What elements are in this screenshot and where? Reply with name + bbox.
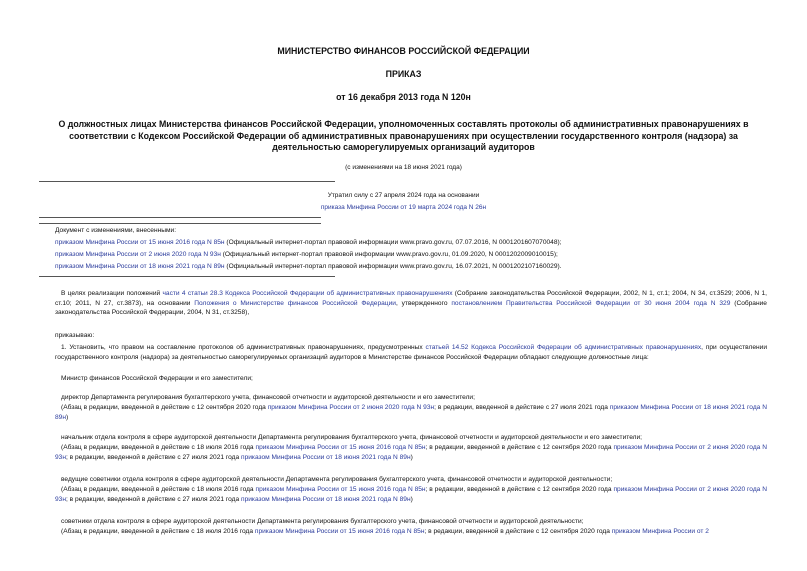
change-source: (Официальный интернет-портал правовой информации www.pravo.gov.ru, 16.07.2021, N 0001202107160029). (224, 263, 562, 270)
official-advisers: советники отдела контроля в сфере аудиторской деятельности Департамента регулирования бухгалтерского учета, финансовой отчетности и аудиторской деятельности; (61, 518, 584, 525)
note-text: ) (410, 453, 413, 461)
change-source: (Официальный интернет-портал правовой информации www.pravo.gov.ru, 07.07.2016, N 0001201607070048); (224, 239, 562, 246)
change-source: (Официальный интернет-портал правовой информации www.pravo.gov.ru, 01.09.2020, N 0001202009010015); (220, 251, 558, 258)
changes-item (55, 250, 558, 259)
note-text: (Абзац в редакции, введенной в действие с 18 июля 2016 года (61, 486, 256, 493)
official-department-head: начальник отдела контроля в сфере аудиторской деятельности Департамента регулирования бухгалтерского учета, финансовой отчетности и аудиторской деятельности и его заместители; (61, 434, 643, 441)
amendment-link[interactable]: приказом Минфина России от 2 июня 2020 года N 93н (55, 444, 767, 461)
document-title (0, 119, 807, 154)
ministry-heading: МИНИСТЕРСТВО ФИНАНСОВ РОССИЙСКОЙ ФЕДЕРАЦИИ (277, 46, 530, 56)
note-text: ) (65, 413, 69, 421)
changes-heading: Документ с изменениями, внесенными: (55, 227, 177, 234)
changes-item (55, 238, 562, 247)
note-text: (Абзац в редакции, введенной в действие с 18 июля 2016 года (61, 444, 256, 451)
title-line: О должностных лицах Министерства финансов Российской Федерации, уполномоченных составлять протоколы об административных правонарушениях в (58, 119, 749, 129)
doc-type-heading: ПРИКАЗ (385, 69, 422, 79)
note-text: ; в редакции, введенной в действие с 27 июля 2021 года (65, 495, 242, 503)
note-text: (Абзац в редакции, введенной в действие с 12 сентября 2020 года (61, 404, 268, 411)
note-text: ; в редакции, введенной в действие с 12 сентября 2020 года (425, 444, 614, 451)
article-14-52-link[interactable]: статьей 14.52 Кодекса Российской Федерации об административных правонарушениях (425, 344, 702, 351)
title-line: деятельностью саморегулируемых организаций аудиторов (272, 142, 535, 152)
note-text: ; в редакции, введенной в действие с 12 сентября 2020 года (424, 528, 612, 535)
preamble-paragraph (55, 289, 767, 318)
note-text: ; в редакции, введенной в действие с 12 сентября 2020 года (425, 486, 614, 493)
government-decree-link[interactable]: постановлением Правительства Российской Федерации от 30 июня 2004 года N 329 (451, 299, 731, 307)
note-text: ; в редакции, введенной в действие с 27 июля 2021 года (65, 453, 242, 461)
point-text: 1. Установить, что правом на составление протоколов об административных правонарушениях, предусмотренных (61, 344, 426, 351)
amendment-link[interactable]: приказом Минфина России от 2 июня 2020 года N 93н (267, 404, 435, 411)
code-article-link[interactable]: части 4 статьи 28.3 Кодекса Российской Федерации об административных правонарушениях (162, 290, 453, 297)
ministry-regulation-link[interactable]: Положения о Министерстве финансов Российской Федерации (194, 299, 396, 307)
edit-note (55, 527, 709, 536)
preamble-text: (Собрание законодательства Российской Федерации, 2004, N 31, ст.3258), (55, 299, 767, 317)
note-text: (Абзац в редакции, введенной в действие с 18 июля 2016 года (61, 528, 255, 535)
edit-note (55, 403, 767, 422)
divider (39, 276, 335, 277)
amendment-link[interactable]: приказом Минфина России от 15 июня 2016 года N 85н (254, 528, 425, 535)
edit-note (55, 485, 767, 504)
lost-force-link[interactable]: приказа Минфина России от 19 марта 2024 года N 26н (320, 204, 487, 211)
change-link[interactable]: приказом Минфина России от 18 июня 2021 года N 89н (55, 263, 225, 270)
lost-force-text: Утратил силу с 27 апреля 2024 года на основании (327, 192, 480, 199)
point-1-paragraph (55, 343, 767, 362)
change-link[interactable]: приказом Минфина России от 2 июня 2020 года N 93н (55, 251, 221, 258)
official-minister: Министр финансов Российской Федерации и его заместители; (61, 375, 253, 382)
preamble-text: , утвержденного (395, 299, 452, 307)
divider (39, 181, 335, 182)
note-text: ) (410, 495, 413, 503)
amendment-link[interactable]: приказом Минфина России от 2 июня 2020 года N 93н (55, 486, 767, 503)
edit-note (55, 443, 767, 462)
change-link[interactable]: приказом Минфина России от 15 июня 2016 года N 85н (55, 239, 225, 246)
note-text: ; в редакции, введенной в действие с 27 июля 2021 года (434, 404, 610, 411)
point-text: , при осуществлении государственного контроля (надзора) за деятельностью саморегулируемых организаций аудиторов в Министерстве финансов Российской Федерации обладают следующие должностные лица: (55, 344, 768, 361)
amendment-link[interactable]: приказом Минфина России от 15 июня 2016 года N 85н (255, 486, 426, 493)
changes-item (55, 262, 562, 271)
amendment-note: (с изменениями на 18 июня 2021 года) (345, 164, 462, 171)
order-word: приказываю: (55, 332, 95, 339)
official-lead-advisers: ведущие советники отдела контроля в сфере аудиторской деятельности Департамента регулирования бухгалтерского учета, финансовой отчетности и аудиторской деятельности; (61, 476, 613, 483)
preamble-text: (Собрание законодательства Российской Федерации, 2002, N 1, ст.1; 2004, N 34, ст.3529; 2006, N 1, ст.10; 2011, N 27, ст.3873), на основании (55, 290, 767, 307)
amendment-link[interactable]: приказом Минфина России от 18 июня 2021 года N 89н (241, 495, 411, 503)
official-director: директор Департамента регулирования бухгалтерского учета, финансовой отчетности и аудиторской деятельности и его заместители; (61, 394, 475, 401)
amendment-link[interactable]: приказом Минфина России от 2 (611, 528, 709, 535)
divider (39, 217, 321, 218)
amendment-link[interactable]: приказом Минфина России от 15 июня 2016 года N 85н (255, 444, 426, 451)
amendment-link[interactable]: приказом Минфина России от 18 июня 2021 года N 89н (241, 453, 411, 461)
title-line: соответствии с Кодексом Российской Федерации об административных правонарушениях при осуществлении государственного контроля (надзора) за (69, 130, 738, 141)
divider (39, 223, 321, 224)
preamble-text: В целях реализации положений (61, 290, 163, 297)
amendment-link[interactable]: приказом Минфина России от 18 июня 2021 года N 89н (55, 404, 767, 421)
doc-date-number: от 16 декабря 2013 года N 120н (336, 92, 471, 102)
